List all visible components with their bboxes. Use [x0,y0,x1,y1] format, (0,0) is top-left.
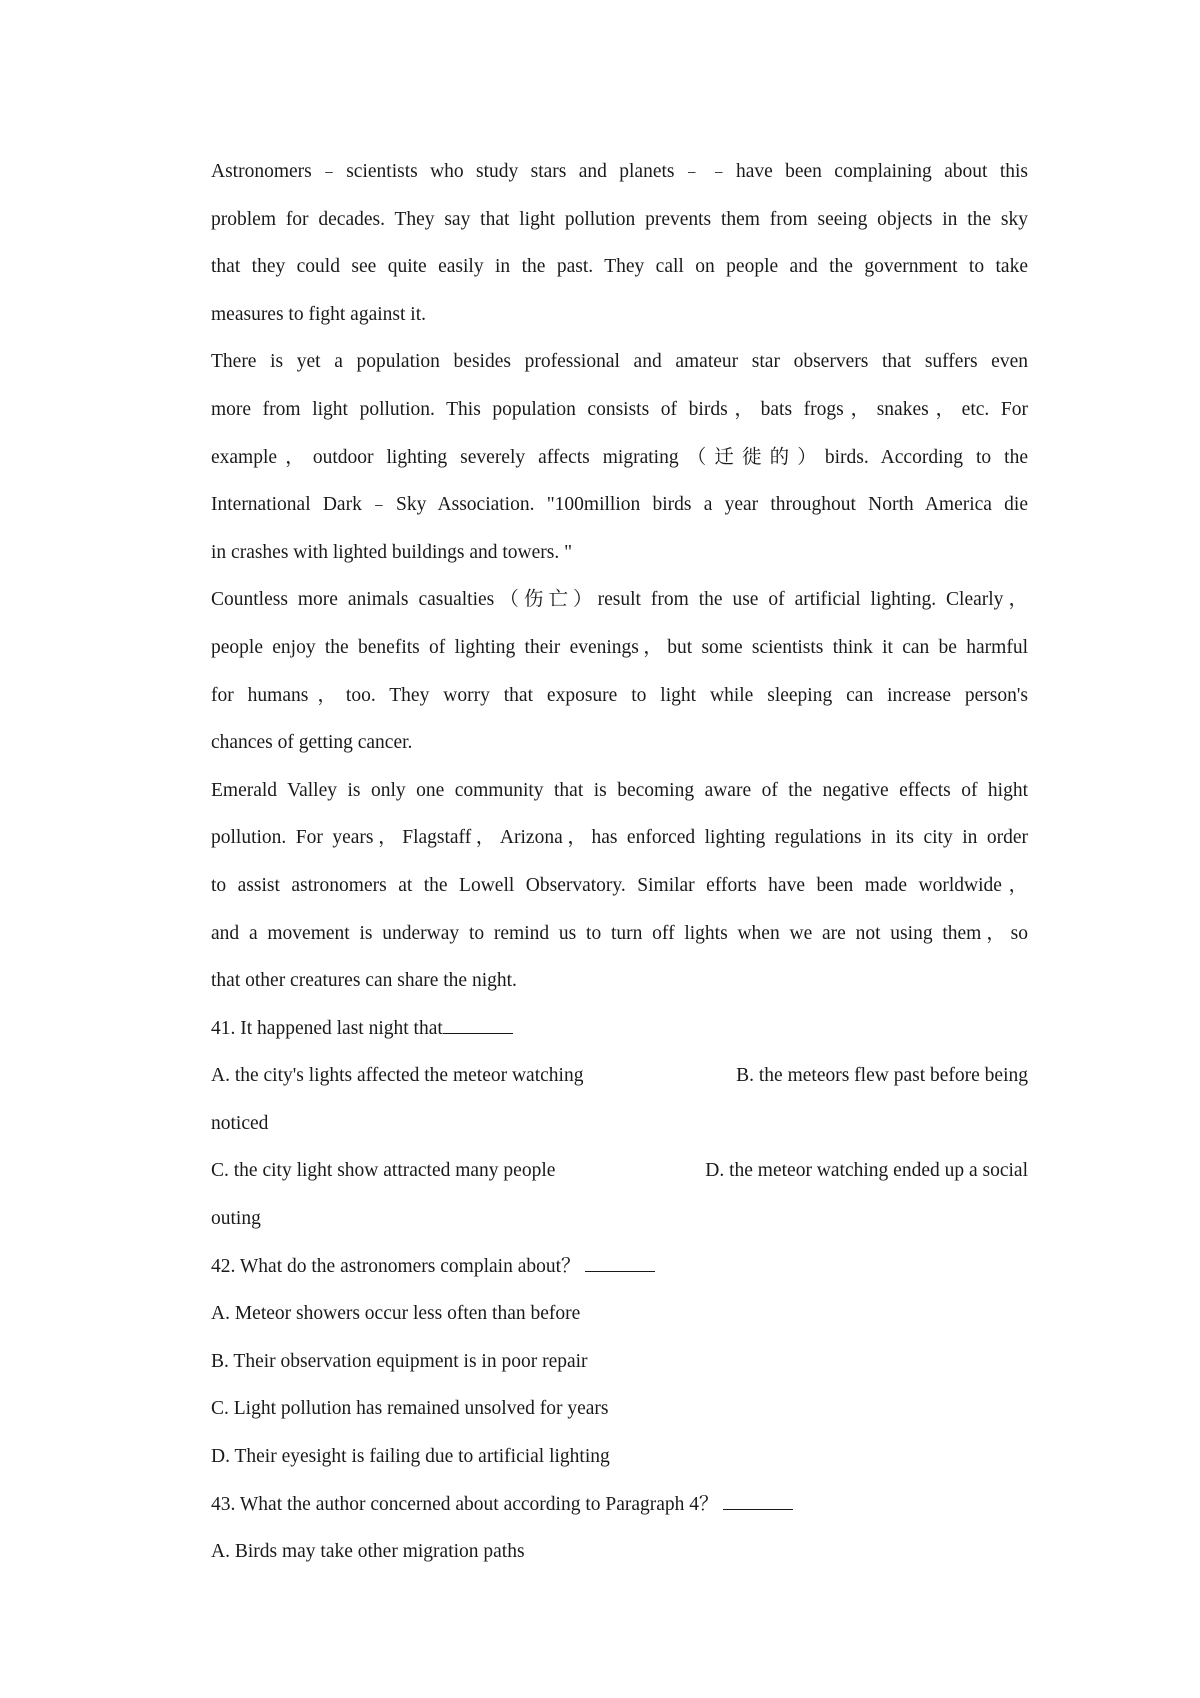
question-41 [211,1005,1028,1243]
paragraph-line: more from light pollution. This population consists of birds，bats frogs，snakes，etc. For [211,398,1028,420]
option-a: A. the city's lights affected the meteor watching [211,1065,584,1087]
paragraph-emerald-valley [211,767,1028,1005]
option-c: C. the city light show attracted many people [211,1160,556,1182]
option-d: D. the meteor watching ended up a social [705,1160,1028,1182]
paragraph-astronomers [211,148,1028,338]
paragraph-line: that they could see quite easily in the past. They call on people and the government to take [211,256,1028,278]
paragraph-animal-population [211,338,1028,576]
answer-blank [723,1487,793,1510]
option-a: A. Meteor showers occur less often than before [211,1303,581,1325]
document-page [211,148,1028,1576]
option-d-continuation: outing [211,1208,261,1230]
option-b: B. Their observation equipment is in poor repair [211,1350,588,1372]
paragraph-line: measures to fight against it. [211,303,426,325]
answer-blank [585,1249,655,1272]
paragraph-line: example，outdoor lighting severely affects migrating（迁徙的）birds. According to the [211,446,1028,468]
paragraph-casualties [211,576,1028,766]
paragraph-line: International Dark﹣Sky Association. "100million birds a year throughout North America die [211,494,1028,516]
option-c: C. Light pollution has remained unsolved for years [211,1398,609,1420]
option-row [211,1147,1028,1195]
question-42 [211,1243,1028,1481]
paragraph-line: Countless more animals casualties（伤亡）result from the use of artificial lighting. Clearly， [211,589,1028,611]
paragraph-line: problem for decades. They say that light pollution prevents them from seeing objects in the sky [211,208,1028,230]
paragraph-line: Emerald Valley is only one community that is becoming aware of the negative effects of hight [211,779,1028,801]
answer-blank [443,1011,513,1034]
question-stem [211,1243,1028,1291]
paragraph-line: that other creatures can share the night. [211,970,517,992]
paragraph-line: in crashes with lighted buildings and towers. " [211,541,573,563]
paragraph-line: pollution. For years，Flagstaff，Arizona，has enforced lighting regulations in its city in order [211,827,1028,849]
question-stem-text: 42. What do the astronomers complain about？ [211,1255,581,1277]
question-stem-text: 41. It happened last night that [211,1017,443,1039]
option-row [211,1052,1028,1100]
question-stem-text: 43. What the author concerned about according to Paragraph 4？ [211,1493,719,1515]
question-43 [211,1481,1028,1576]
paragraph-line: to assist astronomers at the Lowell Observatory. Similar efforts have been made worldwide， [211,874,1028,896]
option-d: D. Their eyesight is failing due to artificial lighting [211,1446,610,1468]
question-stem [211,1481,1028,1529]
paragraph-line: people enjoy the benefits of lighting their evenings，but some scientists think it can be harmful [211,636,1028,658]
paragraph-line: and a movement is underway to remind us to turn off lights when we are not using them，so [211,922,1028,944]
paragraph-line: chances of getting cancer. [211,732,413,754]
paragraph-line: There is yet a population besides professional and amateur star observers that suffers even [211,351,1028,373]
question-stem [211,1005,1028,1053]
option-a: A. Birds may take other migration paths [211,1541,525,1563]
option-b: B. the meteors flew past before being [736,1065,1028,1087]
option-b-continuation: noticed [211,1112,269,1134]
paragraph-line: for humans，too. They worry that exposure to light while sleeping can increase person's [211,684,1028,706]
paragraph-line: Astronomers﹣scientists who study stars and planets﹣﹣have been complaining about this [211,161,1028,182]
